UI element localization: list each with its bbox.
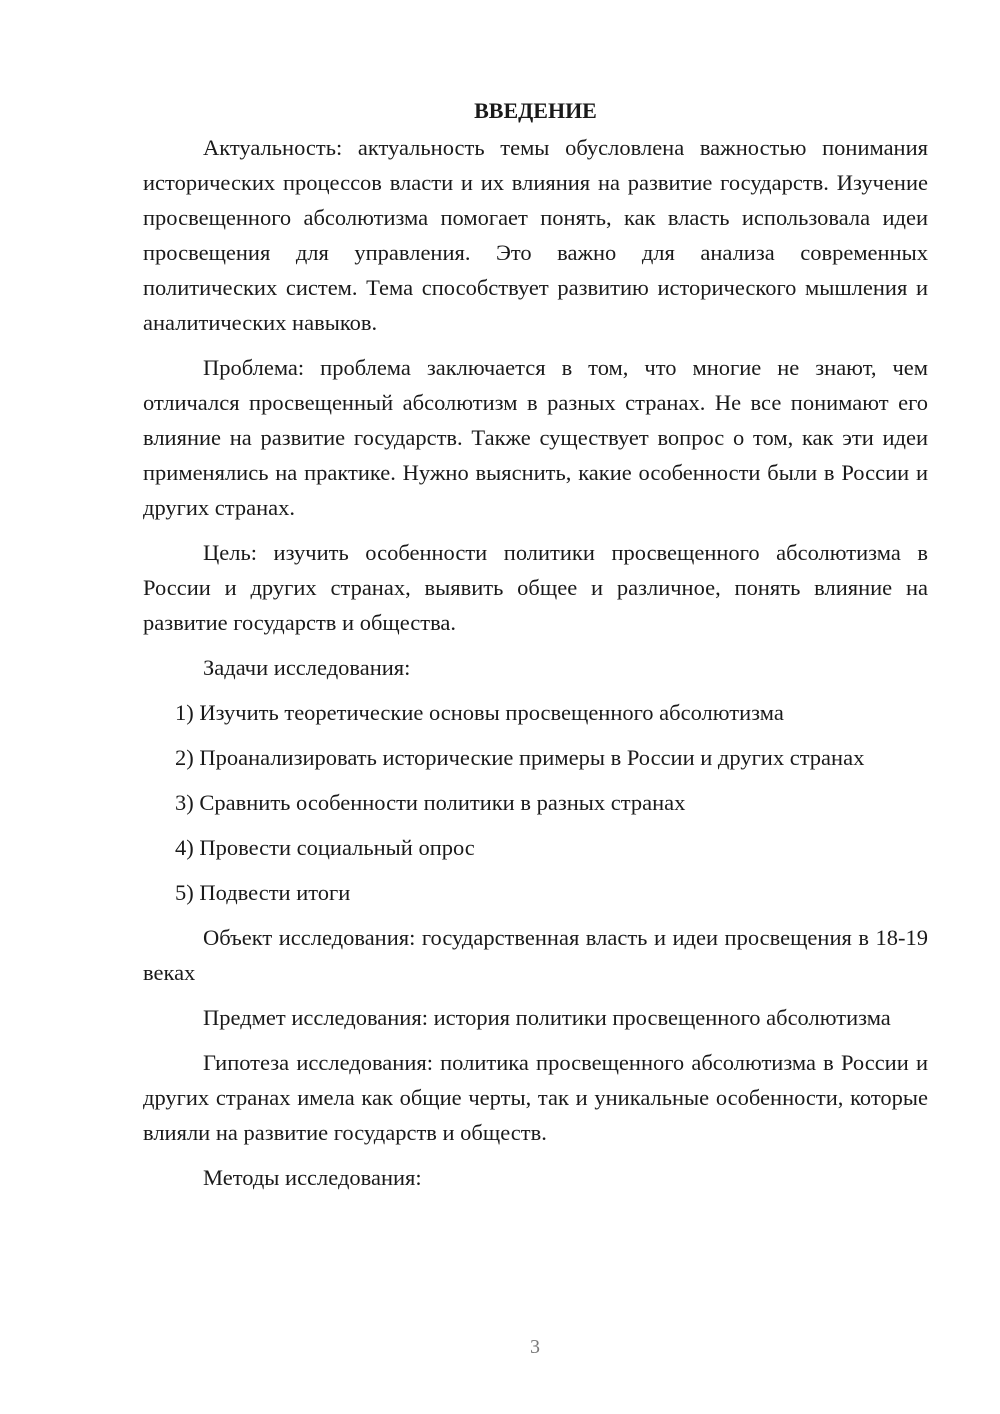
task-item: 4) Провести социальный опрос: [175, 835, 475, 860]
page-content: [143, 93, 928, 1205]
tasks-heading: Задачи исследования:: [203, 655, 411, 680]
methods-heading: Методы исследования:: [203, 1165, 422, 1190]
relevance-paragraph: Актуальность: актуальность темы обусловлена важностью понимания исторических процессов власти и их влияния на развитие государств. Изучение просвещенного абсолютизма помогает понять, как власть использовала идеи просвещения для управления. Это важно для анализа современных политических систем. Тема способствует развитию исторического мышления и аналитических навыков.: [143, 135, 928, 335]
object-paragraph: Объект исследования: государственная власть и идеи просвещения в 18-19 веках: [143, 925, 928, 985]
hypothesis-paragraph: Гипотеза исследования: политика просвещенного абсолютизма в России и других странах имела как общие черты, так и уникальные особенности, которые влияли на развитие государств и обществ.: [143, 1050, 928, 1145]
subject-paragraph: Предмет исследования: история политики просвещенного абсолютизма: [203, 1005, 891, 1030]
page-number: 3: [530, 1336, 540, 1358]
task-item: 5) Подвести итоги: [175, 880, 351, 905]
problem-paragraph: Проблема: проблема заключается в том, что многие не знают, чем отличался просвещенный абсолютизм в разных странах. Не все понимают его влияние на развитие государств. Также существует вопрос о том, как эти идеи применялись на практике. Нужно выяснить, какие особенности были в России и других странах.: [143, 355, 928, 520]
goal-paragraph: Цель: изучить особенности политики просвещенного абсолютизма в России и других странах, выявить общее и различное, понять влияние на развитие государств и общества.: [143, 540, 928, 635]
task-item: 1) Изучить теоретические основы просвещенного абсолютизма: [175, 700, 784, 725]
task-item: 3) Сравнить особенности политики в разных странах: [175, 790, 686, 815]
task-item: 2) Проанализировать исторические примеры в России и других странах: [175, 745, 865, 770]
section-title: ВВЕДЕНИЕ: [474, 98, 597, 123]
